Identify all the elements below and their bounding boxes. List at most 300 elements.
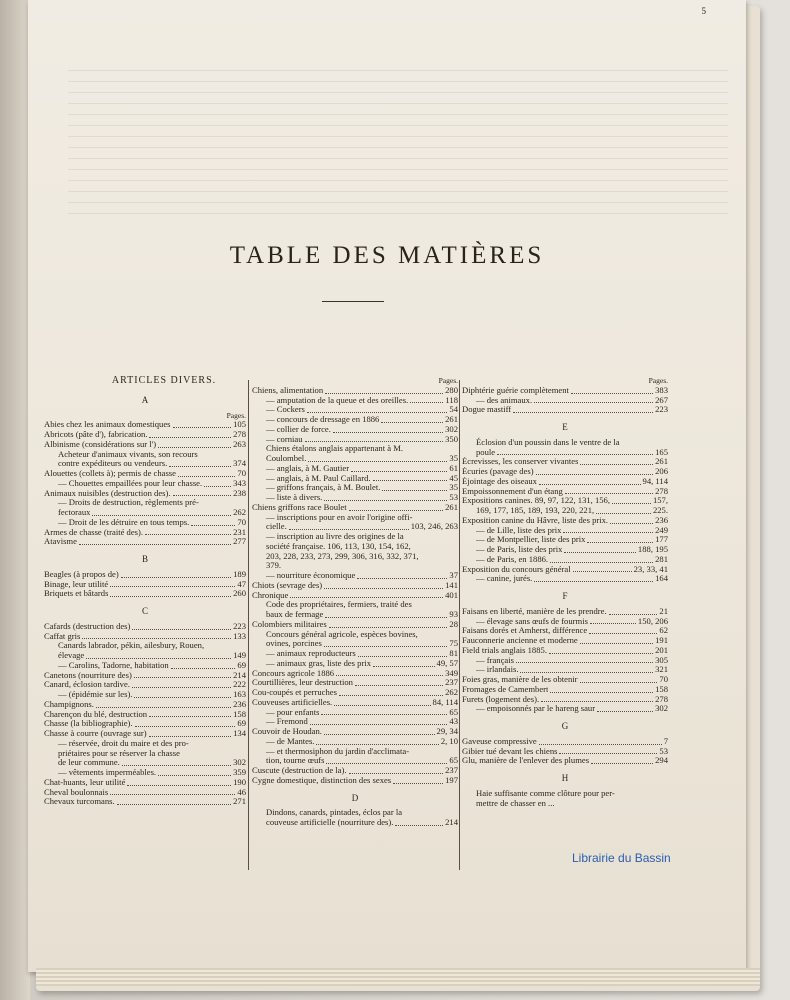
column-entries bbox=[462, 376, 668, 808]
entry-page: 261 bbox=[445, 414, 458, 424]
entry-text: Expositions canines. 89, 97, 122, 131, 156, bbox=[462, 496, 610, 506]
dot-leader bbox=[571, 393, 653, 394]
entry-page: 21 bbox=[659, 605, 668, 616]
index-entry bbox=[462, 516, 668, 526]
dot-leader bbox=[573, 571, 632, 572]
book-spine bbox=[0, 0, 30, 1000]
pages-label: Pages. bbox=[648, 376, 668, 385]
dot-leader bbox=[334, 705, 430, 706]
entry-text: Field trials anglais 1885. bbox=[462, 645, 547, 655]
dot-leader bbox=[612, 503, 651, 504]
entry-text: Abies chez les animaux domestiques bbox=[44, 420, 171, 430]
dot-leader bbox=[110, 596, 231, 597]
entry-page: 321 bbox=[655, 664, 668, 675]
index-entry bbox=[252, 698, 458, 708]
entry-text: — griffons français, à M. Boulet. bbox=[266, 483, 381, 493]
entry-text: Glu, manière de l'enlever des plumes bbox=[462, 756, 590, 766]
entry-text: ovines, porcines bbox=[266, 639, 322, 649]
dot-leader bbox=[324, 588, 443, 589]
entry-page: 46 bbox=[237, 786, 246, 797]
entry-text: — (épidémie sur les). bbox=[58, 690, 133, 699]
entry-text: — de Lille, liste des prix bbox=[476, 525, 562, 535]
index-entry bbox=[462, 756, 668, 766]
entry-page: 141 bbox=[445, 579, 458, 590]
index-entry bbox=[44, 788, 246, 798]
entry-text: Faisans en liberté, manière de les prendre. bbox=[462, 606, 607, 616]
dot-leader bbox=[326, 763, 447, 764]
entry-page: 47 bbox=[237, 578, 246, 589]
entry-text: Binage, leur utilité bbox=[44, 579, 109, 589]
index-column-2 bbox=[252, 376, 458, 828]
entry-text: Animaux nuisibles (destruction des). bbox=[44, 488, 171, 498]
entry-page: 262 bbox=[445, 687, 458, 697]
index-entry-line: — Droits de destruction, règlements pré- bbox=[58, 497, 199, 508]
entry-text: — empoisonnés par le hareng saur bbox=[476, 704, 596, 714]
entry-page: 278 bbox=[655, 693, 668, 704]
entry-page: 214 bbox=[445, 817, 458, 827]
entry-text: Éjointage des oiseaux bbox=[462, 476, 537, 486]
entry-text: — de Paris, en 1886. bbox=[476, 554, 549, 564]
index-entry bbox=[252, 756, 458, 766]
entry-text: contre expéditeurs ou vendeurs. bbox=[58, 459, 168, 469]
watermark: Librairie du Bassin bbox=[572, 851, 671, 865]
dot-leader bbox=[580, 643, 653, 644]
dot-leader bbox=[82, 638, 231, 639]
index-entry bbox=[252, 688, 458, 698]
index-letter-heading: C bbox=[141, 606, 148, 616]
dot-leader bbox=[158, 775, 231, 776]
index-entry bbox=[44, 528, 246, 538]
dot-leader bbox=[541, 701, 653, 702]
index-entry bbox=[44, 430, 246, 440]
dot-leader bbox=[559, 753, 657, 754]
dot-leader bbox=[550, 562, 653, 563]
entry-page: 93 bbox=[449, 609, 458, 619]
entry-page: 281 bbox=[655, 553, 668, 564]
entry-page: 261 bbox=[655, 456, 668, 467]
entry-text: — nourriture économique bbox=[266, 571, 356, 580]
entry-text: Empoissonnement d'un étang bbox=[462, 486, 563, 496]
entry-text: Chiens, alimentation bbox=[252, 385, 324, 395]
index-entry bbox=[44, 508, 246, 518]
index-entry bbox=[252, 474, 458, 484]
index-entry bbox=[44, 518, 246, 528]
dot-leader bbox=[191, 525, 235, 526]
entry-page: 37 bbox=[449, 570, 458, 580]
entry-page: 2, 10 bbox=[440, 735, 458, 746]
index-entry bbox=[462, 545, 668, 555]
index-entry bbox=[462, 506, 668, 516]
entry-page: 43 bbox=[449, 716, 458, 727]
entry-page: 277 bbox=[233, 536, 246, 547]
entry-page: 70 bbox=[237, 516, 246, 527]
dot-leader bbox=[589, 633, 657, 634]
dot-leader bbox=[324, 646, 448, 647]
entry-text: tion, tourne œufs bbox=[266, 756, 325, 766]
dot-leader bbox=[357, 578, 447, 579]
entry-page: 214 bbox=[233, 669, 246, 680]
entry-text: — de Paris, liste des prix bbox=[476, 545, 563, 554]
entry-page: 305 bbox=[655, 654, 668, 665]
dot-leader bbox=[324, 734, 435, 735]
dot-leader bbox=[580, 464, 653, 465]
index-entry bbox=[44, 700, 246, 710]
entry-page: 29, 34 bbox=[436, 726, 458, 736]
entry-text: Courtillières, leur destruction bbox=[252, 678, 353, 688]
entry-page: 35 bbox=[449, 453, 458, 463]
index-entry bbox=[462, 704, 668, 714]
entry-text: 169, 177, 185, 189, 193, 220, 221, bbox=[476, 506, 595, 515]
entry-text: Concours agricole 1886 bbox=[252, 668, 335, 678]
index-entry-line: Concours général agricole, espèces bovines, bbox=[266, 628, 418, 639]
dot-leader bbox=[204, 486, 231, 487]
entry-text: Dogue mastiff bbox=[462, 405, 512, 415]
entry-text: Alouettes (collets à); permis de chasse bbox=[44, 469, 176, 478]
entry-page: 260 bbox=[233, 588, 246, 599]
dot-leader bbox=[110, 794, 235, 795]
entry-text: Chiots (sevrage des) bbox=[252, 580, 323, 590]
entry-page: 238 bbox=[233, 487, 246, 498]
entry-page: 81 bbox=[449, 648, 458, 658]
dot-leader bbox=[563, 532, 653, 533]
entry-page: 177 bbox=[655, 534, 668, 545]
entry-text: Chiens griffons race Boulet bbox=[252, 502, 347, 512]
entry-text: — Carolins, Tadorne, habitation bbox=[58, 660, 169, 670]
entry-page: 197 bbox=[445, 774, 458, 785]
index-column-3 bbox=[462, 376, 668, 808]
column-divider bbox=[248, 380, 249, 870]
dot-leader bbox=[520, 672, 653, 673]
dot-leader bbox=[145, 534, 231, 535]
entry-text: Furets (logement des). bbox=[462, 694, 540, 704]
entry-text: Gibier tué devant les chiens bbox=[462, 746, 558, 756]
dot-leader bbox=[358, 656, 448, 657]
entry-text: — irlandais. bbox=[476, 665, 519, 675]
entry-text: Cuscute (destruction de la). bbox=[252, 766, 347, 775]
entry-page: 191 bbox=[655, 635, 668, 645]
index-entry bbox=[462, 665, 668, 675]
index-entry bbox=[44, 671, 246, 681]
index-entry bbox=[462, 477, 668, 487]
dot-leader bbox=[325, 393, 443, 394]
entry-page: 133 bbox=[233, 630, 246, 641]
entry-text: Briquets et bâtards bbox=[44, 589, 109, 599]
index-letter-heading: G bbox=[561, 721, 569, 731]
entry-text: cielle. bbox=[266, 522, 287, 532]
dot-leader bbox=[135, 726, 236, 727]
entry-page: 263 bbox=[233, 438, 246, 449]
dot-leader bbox=[127, 785, 231, 786]
index-entry bbox=[462, 747, 668, 757]
index-entry bbox=[462, 457, 668, 467]
entry-page: 53 bbox=[659, 745, 668, 756]
entry-page: 69 bbox=[237, 659, 246, 670]
entry-page: 150, 206 bbox=[637, 615, 668, 626]
entry-page: 225. bbox=[652, 505, 668, 515]
entry-text: — Fremond bbox=[266, 717, 308, 727]
dot-leader bbox=[609, 614, 658, 615]
dot-leader bbox=[382, 490, 447, 491]
dot-leader bbox=[373, 480, 448, 481]
entry-text: Foies gras, manière de les obtenir bbox=[462, 675, 578, 684]
page-number: 5 bbox=[701, 6, 706, 16]
index-entry bbox=[44, 537, 246, 547]
entry-text: — cornіau bbox=[266, 434, 303, 444]
entry-text: — Chouettes empaillées pour leur chasse. bbox=[58, 478, 203, 488]
entry-page: 206 bbox=[655, 466, 668, 476]
dot-leader bbox=[79, 544, 231, 545]
entry-text: Beagles (à propos de) bbox=[44, 569, 119, 579]
entry-text: Écuries (pavage des) bbox=[462, 467, 534, 476]
entry-page: 49, 57 bbox=[436, 657, 458, 668]
entry-page: 53 bbox=[449, 492, 458, 502]
entry-page: 249 bbox=[655, 524, 668, 535]
index-entry bbox=[462, 737, 668, 747]
dot-leader bbox=[355, 685, 443, 686]
entry-text: — animaux reproducteurs bbox=[266, 649, 356, 658]
index-entry bbox=[462, 526, 668, 536]
entry-page: 374 bbox=[233, 458, 246, 469]
entry-page: 62 bbox=[659, 625, 668, 636]
entry-page: 302 bbox=[445, 423, 458, 434]
column-entries bbox=[44, 396, 246, 807]
entry-page: 28 bbox=[449, 618, 458, 629]
index-entry-line: société française. 106, 113, 130, 154, 162, bbox=[266, 540, 411, 551]
entry-page: 278 bbox=[233, 429, 246, 439]
index-entry bbox=[252, 405, 458, 415]
entry-text: — anglais, à M. Gautier bbox=[266, 463, 350, 473]
entry-text: — liste à divers. bbox=[266, 493, 323, 502]
dot-leader bbox=[307, 412, 448, 413]
entry-page: 302 bbox=[233, 757, 246, 768]
index-entry bbox=[252, 766, 458, 776]
entry-text: — Droit de les détruire en tous temps. bbox=[58, 517, 190, 527]
entry-text: — élevage sans œufs de fourmis bbox=[476, 616, 588, 626]
dot-leader bbox=[308, 461, 447, 462]
column-divider bbox=[459, 380, 460, 870]
entry-page: 163 bbox=[233, 689, 246, 699]
entry-text: Canetons (nourriture des) bbox=[44, 670, 132, 680]
index-entry bbox=[44, 719, 246, 729]
entry-page: 237 bbox=[445, 677, 458, 688]
entry-page: 359 bbox=[233, 767, 246, 777]
entry-text: — des animaux. bbox=[476, 395, 533, 405]
dot-leader bbox=[497, 454, 653, 455]
entry-text: baux de fermage bbox=[266, 610, 324, 619]
entry-text: — animaux gras, liste des prix bbox=[266, 658, 372, 668]
entry-text: fectoraux bbox=[58, 508, 91, 517]
index-entry bbox=[462, 396, 668, 406]
entry-text: Albinisme (considérations sur l') bbox=[44, 439, 157, 449]
entry-text: Fromages de Camembert bbox=[462, 684, 549, 694]
dot-leader bbox=[324, 500, 447, 501]
index-letter-heading: A bbox=[141, 394, 149, 405]
entry-page: 201 bbox=[655, 644, 668, 655]
dot-leader bbox=[381, 422, 443, 423]
entry-page: 45 bbox=[449, 472, 458, 483]
entry-text: — vêtements imperméables. bbox=[58, 768, 157, 777]
entry-text: Armes de chasse (traité des). bbox=[44, 527, 144, 537]
index-entry bbox=[44, 710, 246, 720]
entry-text: Chevaux turcomans. bbox=[44, 797, 115, 807]
entry-text: — Cockers bbox=[266, 405, 305, 415]
index-entry-line: Acheteur d'animaux vivants, son recours bbox=[58, 448, 198, 459]
entry-page: 278 bbox=[655, 485, 668, 496]
entry-text: Canard, éclosion tardive. bbox=[44, 680, 130, 690]
entry-page: 189 bbox=[233, 568, 246, 579]
dot-leader bbox=[86, 658, 231, 659]
index-entry-line: Dindons, canards, pintades, éclos par la bbox=[266, 807, 403, 818]
entry-page: 267 bbox=[655, 394, 668, 405]
index-letter-heading: F bbox=[562, 591, 568, 601]
entry-text: Cafards (destruction des) bbox=[44, 621, 131, 631]
entry-text: couveuse artificielle (nourriture des). bbox=[266, 818, 394, 827]
index-entry bbox=[252, 669, 458, 679]
index-entry bbox=[252, 659, 458, 669]
index-entry bbox=[44, 589, 246, 599]
index-entry bbox=[44, 651, 246, 661]
entry-page: 280 bbox=[445, 384, 458, 395]
dot-leader bbox=[149, 736, 232, 737]
dot-leader bbox=[289, 529, 409, 530]
entry-page: 70 bbox=[659, 674, 668, 684]
entry-page: 134 bbox=[233, 728, 246, 738]
entry-page: 231 bbox=[233, 526, 246, 537]
dot-leader bbox=[373, 666, 435, 667]
entry-page: 237 bbox=[445, 765, 458, 775]
index-entry bbox=[252, 454, 458, 464]
dot-leader bbox=[329, 627, 448, 628]
section-title: ARTICLES DIVERS. bbox=[111, 375, 217, 386]
entry-page: 164 bbox=[655, 573, 668, 584]
index-entry bbox=[44, 479, 246, 489]
index-entry bbox=[462, 675, 668, 685]
index-entry bbox=[252, 415, 458, 425]
entry-text: Cygne domestique, distinction des sexes bbox=[252, 775, 392, 785]
dot-leader bbox=[339, 695, 443, 696]
entry-text: Caffat gris bbox=[44, 631, 81, 641]
entry-text: Champignons. bbox=[44, 699, 94, 709]
page-edges bbox=[36, 968, 760, 986]
entry-text: élevage bbox=[58, 651, 85, 660]
entry-page: 261 bbox=[445, 501, 458, 512]
dot-leader bbox=[590, 623, 636, 624]
entry-page: 302 bbox=[655, 703, 668, 714]
entry-page: 103, 246, 263 bbox=[410, 521, 458, 532]
index-entry bbox=[462, 487, 668, 497]
index-entry bbox=[44, 459, 246, 469]
index-entry bbox=[252, 571, 458, 581]
dot-leader bbox=[173, 427, 232, 428]
title-rule bbox=[322, 301, 384, 302]
index-entry bbox=[462, 386, 668, 396]
dot-leader bbox=[351, 471, 447, 472]
dot-leader bbox=[290, 597, 443, 598]
index-entry bbox=[462, 656, 668, 666]
index-entry-line: priétaires pour se réserver la chasse bbox=[58, 747, 180, 758]
index-letter-heading: B bbox=[141, 554, 148, 564]
index-entry-line: — inscription au livre des origines de la bbox=[266, 531, 404, 541]
index-entry bbox=[44, 580, 246, 590]
entry-text: Abricots (pâte d'), fabrication. bbox=[44, 430, 148, 439]
dot-leader bbox=[610, 523, 653, 524]
index-entry bbox=[252, 649, 458, 659]
entry-text: Colombiers militaires bbox=[252, 619, 327, 629]
dot-leader bbox=[597, 711, 653, 712]
entry-page: 158 bbox=[233, 708, 246, 719]
index-entry bbox=[252, 425, 458, 435]
index-letter-heading: D bbox=[351, 792, 359, 803]
entry-page: 349 bbox=[445, 667, 458, 678]
document-page bbox=[28, 0, 746, 972]
index-entry bbox=[462, 565, 668, 575]
dot-leader bbox=[336, 675, 443, 676]
index-entry bbox=[252, 708, 458, 718]
entry-page: 223 bbox=[233, 620, 246, 631]
entry-text: — de Montpellier, liste des prix bbox=[476, 535, 586, 545]
entry-text: — collier de force. bbox=[266, 424, 331, 434]
entry-text: de leur commune. bbox=[58, 758, 120, 768]
index-entry bbox=[44, 469, 246, 479]
dot-leader bbox=[96, 707, 231, 708]
index-entry-line: — et thermosiphon du jardin d'acclimata- bbox=[266, 745, 410, 756]
index-entry bbox=[462, 646, 668, 656]
bleed-through-text bbox=[68, 70, 728, 220]
index-entry-line: — inscriptions pour en avoir l'origine offi- bbox=[266, 511, 413, 522]
index-entry bbox=[462, 405, 668, 415]
dot-leader bbox=[596, 513, 651, 514]
dot-leader bbox=[534, 581, 653, 582]
index-entry bbox=[252, 396, 458, 406]
dot-leader bbox=[325, 617, 447, 618]
index-entry-line: Haie suffisante comme clôture pour per- bbox=[476, 787, 615, 798]
index-entry bbox=[462, 636, 668, 646]
dot-leader bbox=[305, 441, 444, 442]
entry-page: 65 bbox=[449, 706, 458, 717]
dot-leader bbox=[564, 552, 636, 553]
index-entry bbox=[462, 448, 668, 458]
entry-text: Diphtérie guérie complètement bbox=[462, 385, 569, 395]
entry-text: Fauconnerie ancienne et moderne bbox=[462, 636, 578, 645]
entry-page: 65 bbox=[449, 755, 458, 766]
index-entry bbox=[462, 626, 668, 636]
entry-text: — pour enfants bbox=[266, 707, 320, 717]
index-column-1 bbox=[44, 376, 246, 807]
entry-text: Chasse à courre (ouvrage sur) bbox=[44, 729, 147, 738]
entry-page: 70 bbox=[237, 468, 246, 478]
entry-text: Faisans dorés et Amherst, différence bbox=[462, 626, 588, 636]
entry-page: 262 bbox=[233, 507, 246, 517]
index-entry-line: Code des propriétaires, fermiers, traité des bbox=[266, 599, 412, 610]
index-entry bbox=[44, 661, 246, 671]
entry-text: Exposition du concours général bbox=[462, 564, 571, 574]
index-entry bbox=[44, 797, 246, 807]
entry-text: Gaveuse compressive bbox=[462, 736, 537, 746]
dot-leader bbox=[321, 714, 447, 715]
index-entry bbox=[252, 610, 458, 620]
entry-text: Couveuses artificielles. bbox=[252, 697, 333, 707]
dot-leader bbox=[410, 402, 443, 403]
entry-text: Coulombel. bbox=[266, 454, 307, 463]
entry-page: 222 bbox=[233, 679, 246, 690]
entry-text: — anglais, à M. Paul Caillard. bbox=[266, 473, 371, 483]
index-entry bbox=[252, 717, 458, 727]
index-entry bbox=[462, 496, 668, 506]
dot-leader bbox=[149, 437, 231, 438]
entry-text: Cou-coupés et perruches bbox=[252, 688, 337, 697]
entry-page: 157, bbox=[652, 495, 668, 506]
dot-leader bbox=[122, 765, 231, 766]
